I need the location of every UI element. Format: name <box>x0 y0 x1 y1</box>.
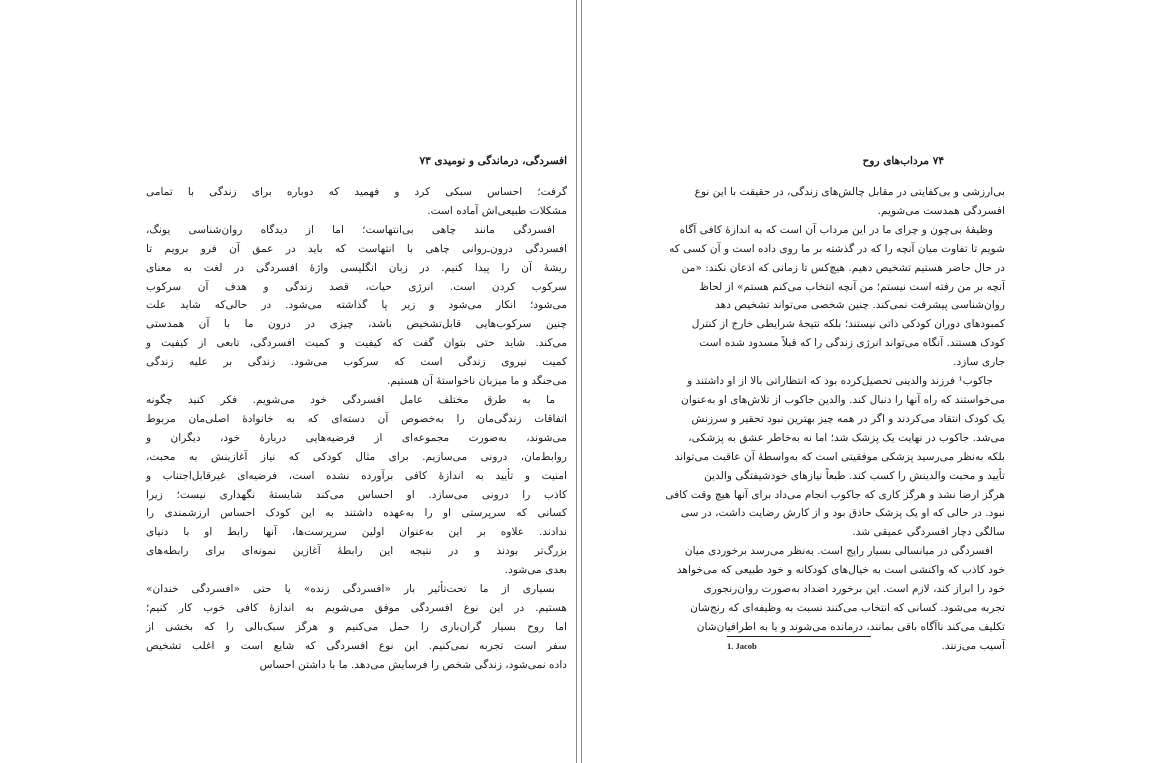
text-line: در حال حاضر هستیم تشخیص دهیم. هیچ‌کس تا زمانی که اذعان نکند: «من <box>681 261 1005 274</box>
text-line: روان‌شناسی پیشرفت نمی‌کند. چنین شخصی می‌تواند تشخیص دهد <box>715 299 1005 312</box>
text-line: گرفت؛ احساس سبکی کرد و فهمید که دوباره برای زندگی با تمامی <box>146 186 567 198</box>
text-line: روابط‌مان، درونی می‌سازیم. برای مثال کودکی که نیاز آغازینش به محبت، <box>146 450 567 463</box>
text-line: ندادند. علاوه بر این به‌عنوان اولین سرپرست‌ها، آنها رابط او با دنیای <box>146 526 567 539</box>
text-line: هستیم. در این نوع افسردگی موفق می‌شویم به اندازهٔ کافی خوب کار کنیم؛ <box>146 601 567 614</box>
left-page-header: افسردگی، درماندگی و نومیدی ۷۳ <box>419 155 567 167</box>
text-line: جاری سازد. <box>953 356 1005 369</box>
footnote: 1. Jacob <box>727 641 757 651</box>
text-line: ما به طرق مختلف عامل افسردگی خود می‌شویم. فکر کنید چگونه <box>146 393 555 406</box>
text-line: آنچه بر من رفته است نیستم؛ من آنچه انتخاب می‌کنم هستم» از لحاظ <box>699 280 1005 293</box>
text-line: می‌شوند، به‌صورت مجموعه‌ای از فرضیه‌هایی دربارهٔ خود، دیگران و <box>146 431 567 444</box>
text-line: افسردگی درون‌ـ‌روانی چاهی با انتهاست که باید در عمق آن فرو برویم تا <box>146 242 567 255</box>
text-line: تکلیف می‌کند ناآگاه باقی بمانند، درمانده می‌شوند و یا به اطرافیان‌شان <box>696 620 1005 633</box>
right-page-header: ۷۴ مرداب‌های روح <box>862 155 944 167</box>
text-line: سرکوب کردن است. انرژی حیات، قصد زندگی و هدف آن سرکوب <box>146 280 567 293</box>
text-line: کمیت نیروی زندگی است که سرکوب می‌شود. زندگی بر علیه زندگی <box>146 356 567 369</box>
left-page <box>0 0 576 763</box>
text-line: بسیاری از ما تحت‌تأثیر بار «افسردگی زنده» یا حتی «افسردگی خندان» <box>146 583 555 596</box>
paragraph <box>146 391 567 580</box>
right-page-body <box>665 183 1005 656</box>
text-line: سفر است تجربه نمی‌کنیم. این نوع افسردگی که شایع است و اغلب تشخیص <box>146 639 567 652</box>
paragraph <box>146 580 567 675</box>
text-line: خود کاذب که واکنشی است به خیال‌های کودکانه و خود طبیعی که می‌خواهد <box>676 564 1005 577</box>
text-line: بلکه به‌نظر می‌رسید پزشکی موفقیتی است که به‌واسطهٔ آن عاقبت می‌تواند <box>674 450 1005 463</box>
text-line: امنیت و تأیید به اندازهٔ کافی برآورده نشده است، فرضیه‌ای غیرقابل‌اجتناب و <box>146 469 567 482</box>
text-line: جاکوب¹ فرزند والدینی تحصیل‌کرده بود که انتظاراتی بالا از او داشتند و <box>687 375 993 388</box>
text-line: می‌شد. جاکوب در نهایت یک پزشک شد؛ اما نه به‌خاطر عشق به پزشکی، <box>688 431 1005 444</box>
text-line: چنین سرکوب‌هایی قابل‌تشخیص باشد، چیزی در درون ما با آن همدستی <box>146 318 567 331</box>
text-line: تجربه می‌شود. کسانی که انتخاب می‌کنند نسبت به وظیفه‌ای که رنج‌شان <box>690 601 1005 614</box>
paragraph <box>665 372 1005 542</box>
text-line: آسیب می‌زنند. <box>941 639 1005 652</box>
text-line: کسانی که سرپرستی او را به‌عهده داشتند به این کودک احساس ارزشمندی را <box>146 507 567 520</box>
text-line: مشکلات طبیعی‌اش آماده است. <box>427 204 567 217</box>
paragraph <box>676 542 1005 655</box>
text-line: افسردگی همدست می‌شویم. <box>877 204 1005 217</box>
text-line: کودک هستند. آنگاه می‌تواند انرژی زندگی را که قبلاً مسدود شده است <box>699 337 1005 350</box>
text-line: سالگی دچار افسردگی عمیقی شد. <box>852 526 1005 539</box>
paragraph <box>694 183 1005 221</box>
text-line: ریشهٔ آن را پیدا کنیم. در زبان انگلیسی واژهٔ افسردگی در لغت به معنای <box>146 261 567 274</box>
text-line: می‌خواستند که راه آنها را دنبال کند. والدین جاکوب از تلاش‌های او به‌عنوان <box>681 393 1005 406</box>
text-line: نبود. در حالی که او یک پزشک حاذق بود و از کارش رضایت داشت، در سی <box>680 507 1005 520</box>
text-line: بزرگ‌تر بودند و در نتیجه این رابطهٔ آغازین نمونه‌ای برای رابطه‌های <box>146 545 567 558</box>
text-line: افسردگی در میانسالی بسیار رایج است. به‌نظر می‌رسد برخوردی میان <box>684 545 993 558</box>
footnote-rule <box>727 636 871 637</box>
paragraph <box>146 183 567 221</box>
text-line: بی‌ارزشی و بی‌کفایتی در مقابل چالش‌های زندگی، در حقیقت با این نوع <box>694 186 1005 198</box>
text-line: تأیید و محبت والدینش را کسب کند. طبعاً نیازهای خودشیفتگی والدین <box>704 469 1005 482</box>
text-line: کاذب را درونی می‌سازد. او احساس می‌کند شایستهٔ نگهداری نیست؛ زیرا <box>146 488 567 501</box>
text-line: می‌کند. شاید حتی بتوان گفت که کیفیت و کمیت افسردگی، تابعی از کیفیت و <box>146 337 567 350</box>
text-line: اتفاقات زندگی‌مان را به‌خصوص آن دسته‌ای که به خانوادهٔ اصلی‌مان مربوط <box>146 412 567 425</box>
text-line: هرگز ارضا نشد و هرگز کاری که جاکوب انجام می‌داد برای آنها هیچ وقت کافی <box>665 488 1005 501</box>
paragraph <box>669 221 1005 372</box>
text-line: می‌شود؛ انکار می‌شود و زیر پا گذاشته می‌شود. در حالی‌که شاید علت <box>146 299 567 312</box>
paragraph <box>146 221 567 391</box>
text-line: شویم تا تفاوت میان آنچه را که در گذشته بر ما روی داده است و آن کسی که <box>669 242 1005 255</box>
text-line: افسردگی مانند چاهی بی‌انتهاست؛ اما از دیدگاه روان‌شناسی یونگ، <box>146 223 555 236</box>
text-line: خود را ابراز کند، لازم است. این برخورد اضداد به‌صورت روان‌رنجوری <box>703 583 1005 596</box>
text-line: داده نمی‌شود، زندگی شخص را فرسایش می‌دهد. ما با داشتن احساس <box>259 658 567 671</box>
right-page <box>582 0 1154 763</box>
text-line: می‌جنگد و ما میزبان ناخواستهٔ آن هستیم. <box>386 375 567 388</box>
text-line: اما روح بسیار گران‌باری را حمل می‌کنیم و هرگز سبک‌بالی را که بخشی از <box>146 620 567 633</box>
left-page-body <box>146 183 567 675</box>
text-line: وظیفهٔ بی‌چون و چرای ما در این مرداب آن است که به اندازهٔ کافی آگاه <box>679 223 993 236</box>
text-line: یک کودک انتقاد می‌کردند و اگر در همه چیز بهترین نبود تحقیر و سرزنش <box>691 412 1005 425</box>
text-line: کمبودهای دوران کودکی ذاتی نیستند؛ بلکه نتیجهٔ شرایطی خارج از کنترل <box>691 318 1005 331</box>
text-line: بعدی می‌شود. <box>504 564 567 577</box>
